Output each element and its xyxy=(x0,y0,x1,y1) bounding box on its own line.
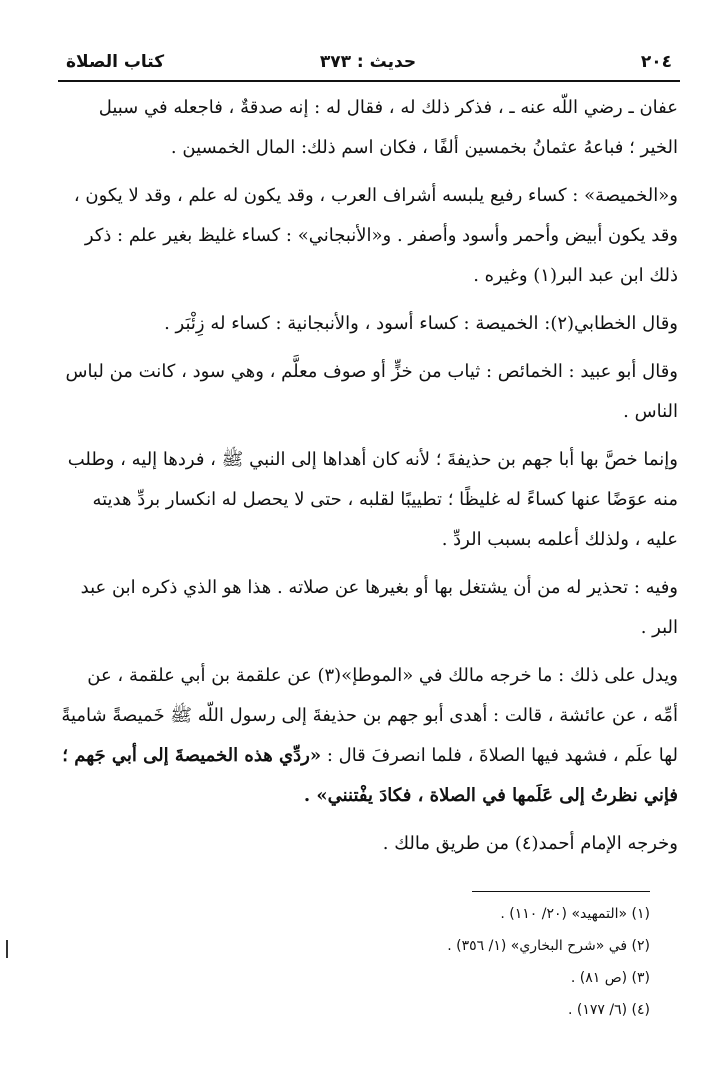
paragraph: عفان ـ رضي اللّه عنه ـ ، فذكر ذلك له ، فقال له : إنه صدقةٌ ، فاجعله في سبيل الخير ؛ فباعهُ عثمانُ بخمسين ألفًا ، فكان اسم ذلك: المال الخمسين . xyxy=(98,97,678,158)
footnote-divider xyxy=(472,891,650,892)
paragraph: وخرجه الإمام أحمد(٤) من طريق مالك . xyxy=(382,833,678,854)
paragraph-with-quote xyxy=(58,656,678,816)
footnote: (١) «التمهيد» (٢٠/ ١١٠) . xyxy=(500,906,650,922)
footnote: (٢) في «شرح البخاري» (١/ ٣٥٦) . xyxy=(447,938,650,954)
scan-edge-mark xyxy=(6,940,8,958)
footnote: (٣) (ص ٨١) . xyxy=(570,970,650,986)
paragraph: وقال الخطابي(٢): الخميصة : كساء أسود ، والأنبجانية : كساء له زِئْبَر . xyxy=(164,313,678,334)
running-header xyxy=(58,48,678,78)
paragraph: وفيه : تحذير له من أن يشتغل بها أو بغيرها عن صلاته . هذا هو الذي ذكره ابن عبد البر . xyxy=(80,577,678,638)
header-divider xyxy=(58,80,680,82)
hadith-quote: «ردِّي هذه الخميصةَ إلى أبي جَهم ؛ فإني نظرتُ إلى عَلَمها في الصلاة ، فكادَ يفْتنني» . xyxy=(62,745,678,806)
page-number: ٢٠٤ xyxy=(640,52,672,72)
paragraph: وقال أبو عبيد : الخمائص : ثياب من خزٍّ أو صوف معلَّم ، وهي سود ، كانت من لباس الناس . xyxy=(65,361,678,422)
hadith-number: حديث : ٣٧٣ xyxy=(319,52,417,72)
footnotes xyxy=(58,898,650,1026)
paragraph-text: ويدل على ذلك : ما خرجه مالك في «الموطإ»(٣) عن علقمة بن أبي علقمة ، عن أمِّه ، عن عائشة ، قالت : أهدى أبو جهم بن حذيفةَ إلى رسول اللّه ﷺ خَميصةً شاميةً لها علَم ، فشهد فيها الصلاةَ ، فلما انصرفَ قال : xyxy=(61,665,678,766)
main-text xyxy=(58,88,678,872)
footnote: (٤) (٦/ ١٧٧) . xyxy=(567,1002,650,1018)
paragraph: و«الخميصة» : كساء رفيع يلبسه أشراف العرب ، وقد يكون له علم ، وقد لا يكون ، وقد يكون أبيض وأحمر وأسود وأصفر . و«الأنبجاني» : كساء غليظ بغير علم : ذكر ذلك ابن عبد البر(١) وغيره . xyxy=(73,185,678,286)
paragraph: وإنما خصَّ بها أبا جهم بن حذيفةَ ؛ لأنه كان أهداها إلى النبي ﷺ ، فردها إليه ، وطلب منه عوَضًا عنها كساءً له غليظًا ؛ تطييبًا لقلبه ، حتى لا يحصل له انكسار بردِّ هديته عليه ، ولذلك أعلمه بسبب الردِّ . xyxy=(67,449,678,550)
book-title: كتاب الصلاة xyxy=(66,52,165,72)
